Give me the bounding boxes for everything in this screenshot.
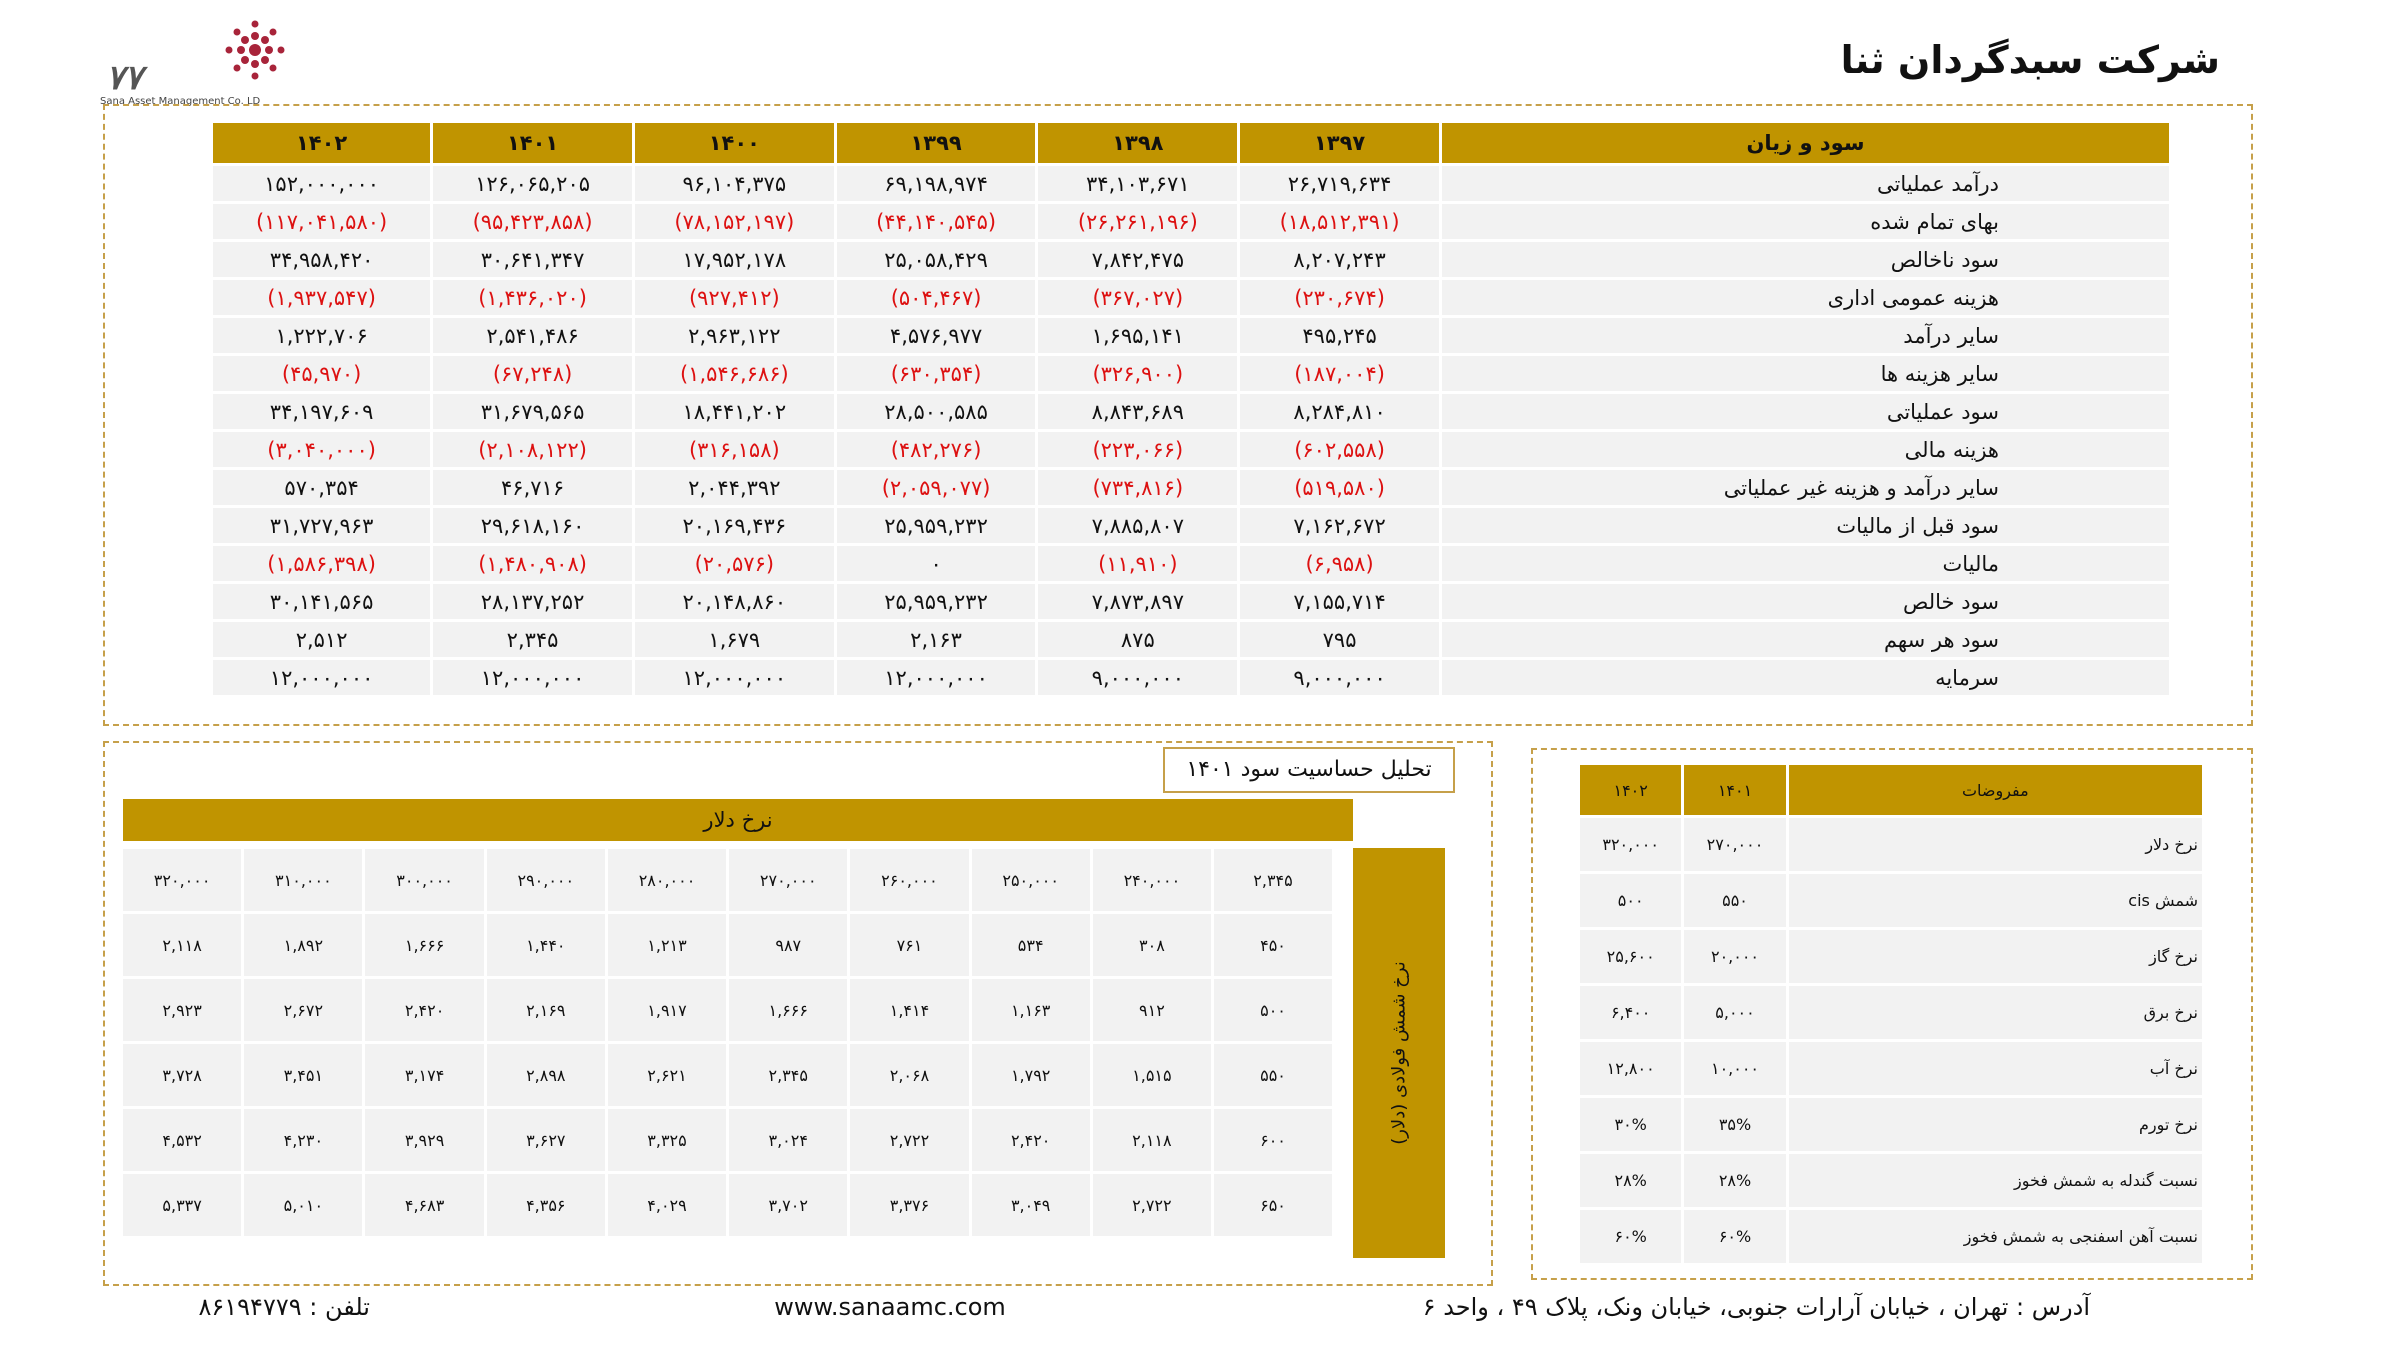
sensitivity-cell: ۲,۱۱۸ bbox=[123, 914, 241, 976]
cell-value: ۴۶,۷۱۶ bbox=[433, 470, 632, 505]
table-row bbox=[213, 432, 2169, 467]
cell-value: ۶۰% bbox=[1684, 1210, 1785, 1263]
sensitivity-cell: ۶۰۰ bbox=[1214, 1109, 1332, 1171]
table-row bbox=[1580, 1098, 2202, 1151]
cell-value: (۲,۰۵۹,۰۷۷) bbox=[837, 470, 1036, 505]
pl-header-year: ۱۳۹۷ bbox=[1240, 123, 1439, 163]
table-row bbox=[213, 660, 2169, 695]
cell-value: ۶,۴۰۰ bbox=[1580, 986, 1681, 1039]
cell-value: ۱۵۲,۰۰۰,۰۰۰ bbox=[213, 166, 430, 201]
pl-header-label: سود و زیان bbox=[1442, 123, 2169, 163]
sensitivity-cell: ۵۵۰ bbox=[1214, 1044, 1332, 1106]
cell-value: (۱,۵۴۶,۶۸۶) bbox=[635, 356, 834, 391]
pl-header-year: ۱۴۰۲ bbox=[213, 123, 430, 163]
cell-value: (۲,۱۰۸,۱۲۲) bbox=[433, 432, 632, 467]
sensitivity-cell: ۲,۹۲۳ bbox=[123, 979, 241, 1041]
table-row bbox=[123, 1044, 1332, 1106]
sensitivity-cell: ۹۱۲ bbox=[1093, 979, 1211, 1041]
table-row bbox=[213, 356, 2169, 391]
cell-value: ۳۴,۱۹۷,۶۰۹ bbox=[213, 394, 430, 429]
cell-value: ۲,۵۴۱,۴۸۶ bbox=[433, 318, 632, 353]
cell-value: (۳۱۶,۱۵۸) bbox=[635, 432, 834, 467]
sensitivity-title: تحلیل حساسیت سود ۱۴۰۱ bbox=[1163, 747, 1455, 793]
sensitivity-cell: ۲,۷۲۲ bbox=[1093, 1174, 1211, 1236]
sensitivity-cell: ۱,۸۹۲ bbox=[244, 914, 362, 976]
sensitivity-cell: ۲,۶۲۱ bbox=[608, 1044, 726, 1106]
steel-rate-label: نرخ شمش فولادی (دلار) bbox=[1388, 961, 1410, 1145]
row-label: درآمد عملیاتی bbox=[1442, 166, 2169, 201]
row-label: نرخ تورم bbox=[1789, 1098, 2202, 1151]
table-row bbox=[1580, 874, 2202, 927]
sensitivity-cell: ۱,۵۱۵ bbox=[1093, 1044, 1211, 1106]
cell-value: (۶۰۲,۵۵۸) bbox=[1240, 432, 1439, 467]
table-row bbox=[1580, 930, 2202, 983]
row-label: سود خالص bbox=[1442, 584, 2169, 619]
cell-value: ۷,۱۶۲,۶۷۲ bbox=[1240, 508, 1439, 543]
sensitivity-cell: ۹۸۷ bbox=[729, 914, 847, 976]
row-label: نرخ آب bbox=[1789, 1042, 2202, 1095]
table-row bbox=[213, 622, 2169, 657]
cell-value: ۱۸,۴۴۱,۲۰۲ bbox=[635, 394, 834, 429]
cell-value: (۴۸۲,۲۷۶) bbox=[837, 432, 1036, 467]
pl-header-year: ۱۴۰۰ bbox=[635, 123, 834, 163]
cell-value: (۴۴,۱۴۰,۵۴۵) bbox=[837, 204, 1036, 239]
table-row bbox=[213, 242, 2169, 277]
cell-value: ۲۸% bbox=[1684, 1154, 1785, 1207]
sensitivity-cell: ۷۶۱ bbox=[850, 914, 968, 976]
sensitivity-cell: ۱,۶۶۶ bbox=[729, 979, 847, 1041]
sensitivity-cell: ۲۵۰,۰۰۰ bbox=[972, 849, 1090, 911]
cell-value: ۸۷۵ bbox=[1038, 622, 1237, 657]
cell-value: ۲,۹۶۳,۱۲۲ bbox=[635, 318, 834, 353]
table-row bbox=[1580, 986, 2202, 1039]
row-label: شمش cis bbox=[1789, 874, 2202, 927]
sensitivity-cell: ۲,۳۴۵ bbox=[729, 1044, 847, 1106]
row-label: سود عملیاتی bbox=[1442, 394, 2169, 429]
cell-value: ۷,۱۵۵,۷۱۴ bbox=[1240, 584, 1439, 619]
row-label: سود قبل از مالیات bbox=[1442, 508, 2169, 543]
cell-value: ۳۱,۷۲۷,۹۶۳ bbox=[213, 508, 430, 543]
assumptions-header-row bbox=[1580, 765, 2202, 815]
sensitivity-cell: ۱,۱۶۳ bbox=[972, 979, 1090, 1041]
cell-value: ۱۲,۰۰۰,۰۰۰ bbox=[837, 660, 1036, 695]
table-row bbox=[1580, 1154, 2202, 1207]
table-row bbox=[1580, 818, 2202, 871]
assumptions-table bbox=[1577, 762, 2205, 1266]
table-row bbox=[123, 914, 1332, 976]
assumptions-header: ۱۴۰۱ bbox=[1684, 765, 1785, 815]
sensitivity-cell: ۲۶۰,۰۰۰ bbox=[850, 849, 968, 911]
sensitivity-cell: ۲,۷۲۲ bbox=[850, 1109, 968, 1171]
cell-value: ۳۰,۶۴۱,۳۴۷ bbox=[433, 242, 632, 277]
sensitivity-cell: ۱,۷۹۲ bbox=[972, 1044, 1090, 1106]
row-label: نرخ گاز bbox=[1789, 930, 2202, 983]
sensitivity-cell: ۲,۱۶۹ bbox=[487, 979, 605, 1041]
cell-value: (۱۸,۵۱۲,۳۹۱) bbox=[1240, 204, 1439, 239]
cell-value: ۳۵% bbox=[1684, 1098, 1785, 1151]
sensitivity-cell: ۴,۲۳۰ bbox=[244, 1109, 362, 1171]
row-label: سرمایه bbox=[1442, 660, 2169, 695]
sensitivity-cell: ۱,۹۱۷ bbox=[608, 979, 726, 1041]
logo-mark: ۷۷ bbox=[106, 58, 143, 98]
sensitivity-cell: ۵۳۴ bbox=[972, 914, 1090, 976]
sensitivity-cell: ۳,۰۴۹ bbox=[972, 1174, 1090, 1236]
cell-value: (۹۲۷,۴۱۲) bbox=[635, 280, 834, 315]
cell-value: (۲۳۰,۶۷۴) bbox=[1240, 280, 1439, 315]
cell-value: (۱۱,۹۱۰) bbox=[1038, 546, 1237, 581]
company-title: شرکت سبدگردان ثنا bbox=[1840, 38, 2220, 82]
sensitivity-cell: ۲,۴۲۰ bbox=[365, 979, 483, 1041]
row-label: سایر درآمد و هزینه غیر عملیاتی bbox=[1442, 470, 2169, 505]
cell-value: ۴,۵۷۶,۹۷۷ bbox=[837, 318, 1036, 353]
sensitivity-cell: ۴,۰۲۹ bbox=[608, 1174, 726, 1236]
cell-value: (۱,۴۳۶,۰۲۰) bbox=[433, 280, 632, 315]
pl-header-year: ۱۳۹۸ bbox=[1038, 123, 1237, 163]
row-label: هزینه مالی bbox=[1442, 432, 2169, 467]
table-row bbox=[213, 394, 2169, 429]
cell-value: (۹۵,۴۲۳,۸۵۸) bbox=[433, 204, 632, 239]
cell-value: (۶۷,۲۴۸) bbox=[433, 356, 632, 391]
sensitivity-cell: ۴,۳۵۶ bbox=[487, 1174, 605, 1236]
cell-value: ۵۷۰,۳۵۴ bbox=[213, 470, 430, 505]
footer-website[interactable]: www.sanaamc.com bbox=[774, 1293, 1006, 1321]
cell-value: ۲,۰۴۴,۳۹۲ bbox=[635, 470, 834, 505]
cell-value: ۲۵,۰۵۸,۴۲۹ bbox=[837, 242, 1036, 277]
row-label: بهای تمام شده bbox=[1442, 204, 2169, 239]
sensitivity-cell: ۴۵۰ bbox=[1214, 914, 1332, 976]
table-row bbox=[123, 849, 1332, 911]
footer-address: آدرس : تهران ، خیابان آرارات جنوبی، خیابان ونک، پلاک ۴۹ ، واحد ۶ bbox=[1422, 1293, 2090, 1321]
cell-value: ۱,۶۷۹ bbox=[635, 622, 834, 657]
row-label: سود ناخالص bbox=[1442, 242, 2169, 277]
cell-value: (۱۸۷,۰۰۴) bbox=[1240, 356, 1439, 391]
cell-value: (۵۱۹,۵۸۰) bbox=[1240, 470, 1439, 505]
sensitivity-cell: ۳۰۸ bbox=[1093, 914, 1211, 976]
cell-value: ۱۲,۰۰۰,۰۰۰ bbox=[213, 660, 430, 695]
cell-value: (۴۵,۹۷۰) bbox=[213, 356, 430, 391]
sensitivity-cell: ۳,۷۲۸ bbox=[123, 1044, 241, 1106]
cell-value: ۸,۲۰۷,۲۴۳ bbox=[1240, 242, 1439, 277]
sensitivity-cell: ۵,۳۳۷ bbox=[123, 1174, 241, 1236]
table-row bbox=[123, 1174, 1332, 1236]
sensitivity-cell: ۴,۶۸۳ bbox=[365, 1174, 483, 1236]
cell-value: (۱,۴۸۰,۹۰۸) bbox=[433, 546, 632, 581]
assumptions-header: مفروضات bbox=[1789, 765, 2202, 815]
row-label: هزینه عمومی اداری bbox=[1442, 280, 2169, 315]
table-row bbox=[213, 584, 2169, 619]
cell-value: (۱۱۷,۰۴۱,۵۸۰) bbox=[213, 204, 430, 239]
cell-value: ۵۰۰ bbox=[1580, 874, 1681, 927]
sensitivity-cell: ۱,۴۱۴ bbox=[850, 979, 968, 1041]
cell-value: ۹,۰۰۰,۰۰۰ bbox=[1240, 660, 1439, 695]
profit-loss-table bbox=[210, 120, 2172, 698]
cell-value: ۸,۲۸۴,۸۱۰ bbox=[1240, 394, 1439, 429]
cell-value: ۲۸,۵۰۰,۵۸۵ bbox=[837, 394, 1036, 429]
table-row bbox=[213, 508, 2169, 543]
cell-value: (۳,۰۴۰,۰۰۰) bbox=[213, 432, 430, 467]
sensitivity-cell: ۲۴۰,۰۰۰ bbox=[1093, 849, 1211, 911]
table-row bbox=[123, 979, 1332, 1041]
sensitivity-body bbox=[123, 849, 1332, 1236]
sensitivity-cell: ۱,۶۶۶ bbox=[365, 914, 483, 976]
table-row bbox=[213, 280, 2169, 315]
sensitivity-cell: ۳,۳۷۶ bbox=[850, 1174, 968, 1236]
cell-value: ۱,۶۹۵,۱۴۱ bbox=[1038, 318, 1237, 353]
sensitivity-cell: ۲۹۰,۰۰۰ bbox=[487, 849, 605, 911]
cell-value: ۲۵,۹۵۹,۲۳۲ bbox=[837, 508, 1036, 543]
cell-value: ۲۷۰,۰۰۰ bbox=[1684, 818, 1785, 871]
cell-value: ۲۵,۶۰۰ bbox=[1580, 930, 1681, 983]
cell-value: ۲۵,۹۵۹,۲۳۲ bbox=[837, 584, 1036, 619]
row-label: مالیات bbox=[1442, 546, 2169, 581]
footer-phone: تلفن : ۸۶۱۹۴۷۷۹ bbox=[198, 1293, 370, 1321]
table-row bbox=[213, 470, 2169, 505]
dollar-rate-header: نرخ دلار bbox=[123, 799, 1353, 841]
cell-value: ۱۲۶,۰۶۵,۲۰۵ bbox=[433, 166, 632, 201]
sensitivity-cell: ۱,۲۱۳ bbox=[608, 914, 726, 976]
cell-value: ۲۸,۱۳۷,۲۵۲ bbox=[433, 584, 632, 619]
sensitivity-cell: ۲۸۰,۰۰۰ bbox=[608, 849, 726, 911]
pl-header-year: ۱۳۹۹ bbox=[837, 123, 1036, 163]
sensitivity-cell: ۲,۸۹۸ bbox=[487, 1044, 605, 1106]
row-label: نرخ برق bbox=[1789, 986, 2202, 1039]
cell-value: (۷۸,۱۵۲,۱۹۷) bbox=[635, 204, 834, 239]
cell-value: ۲,۱۶۳ bbox=[837, 622, 1036, 657]
sensitivity-cell: ۳,۱۷۴ bbox=[365, 1044, 483, 1106]
sensitivity-cell: ۳,۰۲۴ bbox=[729, 1109, 847, 1171]
cell-value: ۰ bbox=[837, 546, 1036, 581]
cell-value: ۳۴,۱۰۳,۶۷۱ bbox=[1038, 166, 1237, 201]
table-row bbox=[1580, 1042, 2202, 1095]
sensitivity-cell: ۱,۴۴۰ bbox=[487, 914, 605, 976]
cell-value: ۱۲,۰۰۰,۰۰۰ bbox=[635, 660, 834, 695]
cell-value: (۶۳۰,۳۵۴) bbox=[837, 356, 1036, 391]
sensitivity-cell: ۳۰۰,۰۰۰ bbox=[365, 849, 483, 911]
row-label: سود هر سهم bbox=[1442, 622, 2169, 657]
cell-value: (۲۲۳,۰۶۶) bbox=[1038, 432, 1237, 467]
cell-value: ۴۹۵,۲۴۵ bbox=[1240, 318, 1439, 353]
sensitivity-cell: ۵۰۰ bbox=[1214, 979, 1332, 1041]
sensitivity-cell: ۳,۷۰۲ bbox=[729, 1174, 847, 1236]
cell-value: ۱۲,۸۰۰ bbox=[1580, 1042, 1681, 1095]
cell-value: ۲,۳۴۵ bbox=[433, 622, 632, 657]
sensitivity-cell: ۲,۴۲۰ bbox=[972, 1109, 1090, 1171]
cell-value: ۲۹,۶۱۸,۱۶۰ bbox=[433, 508, 632, 543]
sensitivity-cell: ۲,۰۶۸ bbox=[850, 1044, 968, 1106]
sensitivity-cell: ۳,۶۲۷ bbox=[487, 1109, 605, 1171]
row-label: نسبت آهن اسفنجی به شمش فخوز bbox=[1789, 1210, 2202, 1263]
sensitivity-table bbox=[120, 846, 1335, 1239]
cell-value: ۷,۸۴۲,۴۷۵ bbox=[1038, 242, 1237, 277]
cell-value: ۳۰% bbox=[1580, 1098, 1681, 1151]
cell-value: (۷۳۴,۸۱۶) bbox=[1038, 470, 1237, 505]
cell-value: (۵۰۴,۴۶۷) bbox=[837, 280, 1036, 315]
cell-value: ۱۰,۰۰۰ bbox=[1684, 1042, 1785, 1095]
cell-value: (۱,۹۳۷,۵۴۷) bbox=[213, 280, 430, 315]
table-row bbox=[213, 166, 2169, 201]
sensitivity-cell: ۳۲۰,۰۰۰ bbox=[123, 849, 241, 911]
cell-value: ۲,۵۱۲ bbox=[213, 622, 430, 657]
cell-value: ۹۶,۱۰۴,۳۷۵ bbox=[635, 166, 834, 201]
cell-value: ۷۹۵ bbox=[1240, 622, 1439, 657]
cell-value: ۶۰% bbox=[1580, 1210, 1681, 1263]
cell-value: ۵۵۰ bbox=[1684, 874, 1785, 927]
pl-body bbox=[213, 166, 2169, 695]
cell-value: ۷,۸۸۵,۸۰۷ bbox=[1038, 508, 1237, 543]
cell-value: ۲۶,۷۱۹,۶۳۴ bbox=[1240, 166, 1439, 201]
sensitivity-cell: ۲,۶۷۲ bbox=[244, 979, 362, 1041]
cell-value: ۲۰,۱۶۹,۴۳۶ bbox=[635, 508, 834, 543]
cell-value: (۶,۹۵۸) bbox=[1240, 546, 1439, 581]
row-label: نرخ دلار bbox=[1789, 818, 2202, 871]
cell-value: ۳۱,۶۷۹,۵۶۵ bbox=[433, 394, 632, 429]
table-row bbox=[213, 204, 2169, 239]
table-row bbox=[1580, 1210, 2202, 1263]
cell-value: ۱,۲۲۲,۷۰۶ bbox=[213, 318, 430, 353]
cell-value: ۸,۸۴۳,۶۸۹ bbox=[1038, 394, 1237, 429]
cell-value: ۳۲۰,۰۰۰ bbox=[1580, 818, 1681, 871]
cell-value: ۲۰,۰۰۰ bbox=[1684, 930, 1785, 983]
cell-value: ۶۹,۱۹۸,۹۷۴ bbox=[837, 166, 1036, 201]
company-logo bbox=[100, 8, 300, 108]
cell-value: ۳۰,۱۴۱,۵۶۵ bbox=[213, 584, 430, 619]
cell-value: (۲۰,۵۷۶) bbox=[635, 546, 834, 581]
sensitivity-cell: ۲,۳۴۵ bbox=[1214, 849, 1332, 911]
cell-value: (۳۶۷,۰۲۷) bbox=[1038, 280, 1237, 315]
cell-value: ۷,۸۷۳,۸۹۷ bbox=[1038, 584, 1237, 619]
cell-value: (۱,۵۸۶,۳۹۸) bbox=[213, 546, 430, 581]
cell-value: (۲۶,۲۶۱,۱۹۶) bbox=[1038, 204, 1237, 239]
pl-header-year: ۱۴۰۱ bbox=[433, 123, 632, 163]
pl-header-row bbox=[213, 123, 2169, 163]
cell-value: ۲۰,۱۴۸,۸۶۰ bbox=[635, 584, 834, 619]
row-label: سایر هزینه ها bbox=[1442, 356, 2169, 391]
table-row bbox=[213, 318, 2169, 353]
sensitivity-cell: ۳,۴۵۱ bbox=[244, 1044, 362, 1106]
sensitivity-cell: ۳,۳۲۵ bbox=[608, 1109, 726, 1171]
cell-value: ۱۷,۹۵۲,۱۷۸ bbox=[635, 242, 834, 277]
sensitivity-cell: ۵,۰۱۰ bbox=[244, 1174, 362, 1236]
cell-value: ۵,۰۰۰ bbox=[1684, 986, 1785, 1039]
steel-rate-header bbox=[1353, 848, 1445, 1258]
cell-value: ۳۴,۹۵۸,۴۲۰ bbox=[213, 242, 430, 277]
cell-value: ۱۲,۰۰۰,۰۰۰ bbox=[433, 660, 632, 695]
sensitivity-cell: ۳,۹۲۹ bbox=[365, 1109, 483, 1171]
cell-value: ۹,۰۰۰,۰۰۰ bbox=[1038, 660, 1237, 695]
table-row bbox=[123, 1109, 1332, 1171]
assumptions-header: ۱۴۰۲ bbox=[1580, 765, 1681, 815]
sensitivity-cell: ۶۵۰ bbox=[1214, 1174, 1332, 1236]
row-label: سایر درآمد bbox=[1442, 318, 2169, 353]
assumptions-body bbox=[1580, 818, 2202, 1263]
sensitivity-cell: ۲,۱۱۸ bbox=[1093, 1109, 1211, 1171]
row-label: نسبت گندله به شمش فخوز bbox=[1789, 1154, 2202, 1207]
sensitivity-cell: ۲۷۰,۰۰۰ bbox=[729, 849, 847, 911]
sensitivity-cell: ۴,۵۳۲ bbox=[123, 1109, 241, 1171]
logo-caption: Sana Asset Management Co. LD bbox=[100, 96, 261, 107]
cell-value: (۳۲۶,۹۰۰) bbox=[1038, 356, 1237, 391]
table-row bbox=[213, 546, 2169, 581]
sensitivity-cell: ۳۱۰,۰۰۰ bbox=[244, 849, 362, 911]
cell-value: ۲۸% bbox=[1580, 1154, 1681, 1207]
